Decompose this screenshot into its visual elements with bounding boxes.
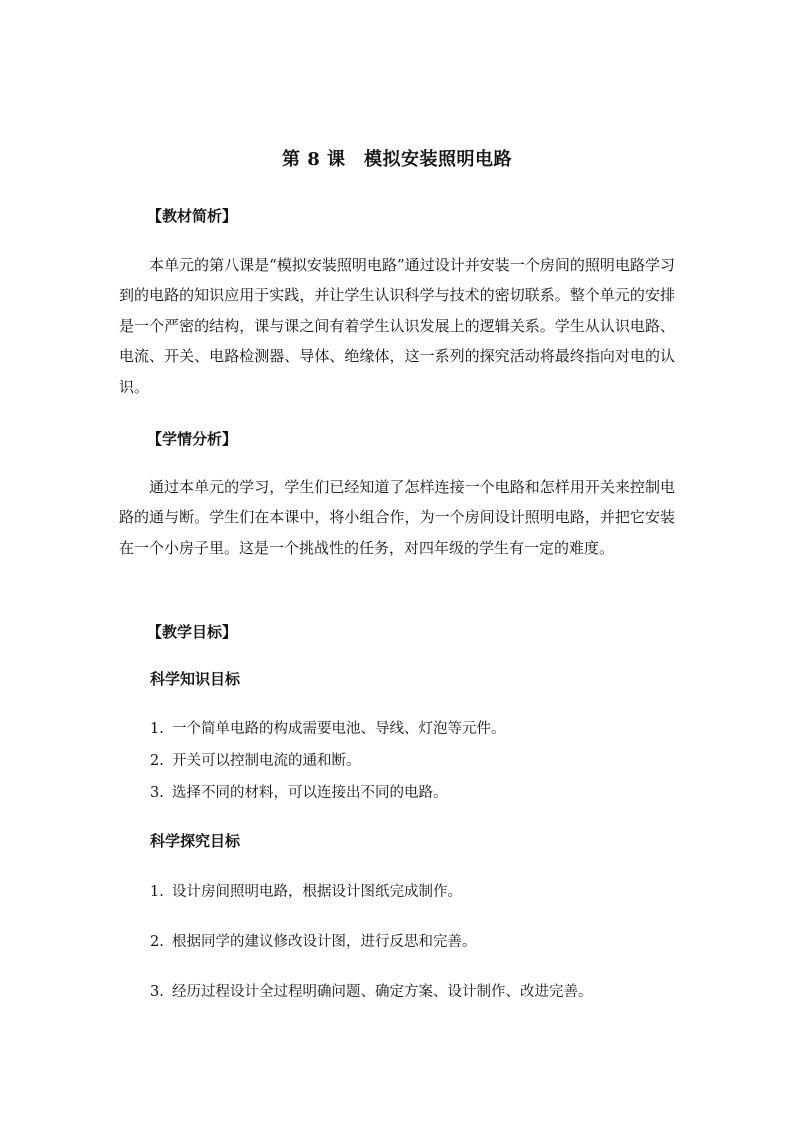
list-item: [150, 780, 448, 806]
list-item: [150, 716, 506, 742]
list-item-text: 根据同学的建议修改设计图，进行反思和完善。: [172, 934, 477, 950]
list-item: [150, 748, 361, 774]
list-item-number: 2.: [150, 753, 164, 769]
paragraph-textbook-analysis: 本单元的第八课是“模拟安装照明电路”通过设计并安装一个房间的照明电路学习到的电路的知识应用于实践，并让学生认识科学与技术的密切联系。整个单元的安排是一个严密的结构，课与课之间有着学生认识发展上的逻辑关系。学生从认识电路、电流、开关、电路检测器、导体、绝缘体，这一系列的探究活动将最终指向对电的认识。: [119, 256, 675, 396]
subheading-knowledge-goals: 科学知识目标: [150, 670, 241, 688]
section-heading-textbook-analysis: 【教材简析】: [147, 207, 238, 225]
list-item-text: 经历过程设计全过程明确问题、确定方案、设计制作、改进完善。: [172, 984, 593, 1000]
list-item: [150, 879, 462, 905]
list-item-number: 3.: [150, 785, 164, 801]
list-item-number: 3.: [150, 984, 164, 1000]
list-item-text: 设计房间照明电路，根据设计图纸完成制作。: [172, 884, 462, 900]
list-item: [150, 979, 593, 1005]
list-item-text: 开关可以控制电流的通和断。: [172, 753, 361, 769]
page-title: 第 8 课 模拟安装照明电路: [281, 149, 513, 170]
section-heading-student-analysis: 【学情分析】: [147, 430, 238, 448]
list-item-number: 1.: [150, 721, 164, 737]
section-heading-teaching-goals: 【教学目标】: [147, 623, 238, 641]
list-item-number: 2.: [150, 934, 164, 950]
list-item-text: 一个简单电路的构成需要电池、导线、灯泡等元件。: [172, 721, 506, 737]
subheading-inquiry-goals: 科学探究目标: [150, 832, 241, 850]
list-item: [150, 929, 477, 955]
paragraph-student-analysis: 通过本单元的学习，学生们已经知道了怎样连接一个电路和怎样用开关来控制电路的通与断。学生们在本课中，将小组合作，为一个房间设计照明电路，并把它安装在一个小房子里。这是一个挑战性的任务，对四年级的学生有一定的难度。: [119, 478, 675, 557]
list-item-text: 选择不同的材料，可以连接出不同的电路。: [172, 785, 448, 801]
list-item-number: 1.: [150, 884, 164, 900]
